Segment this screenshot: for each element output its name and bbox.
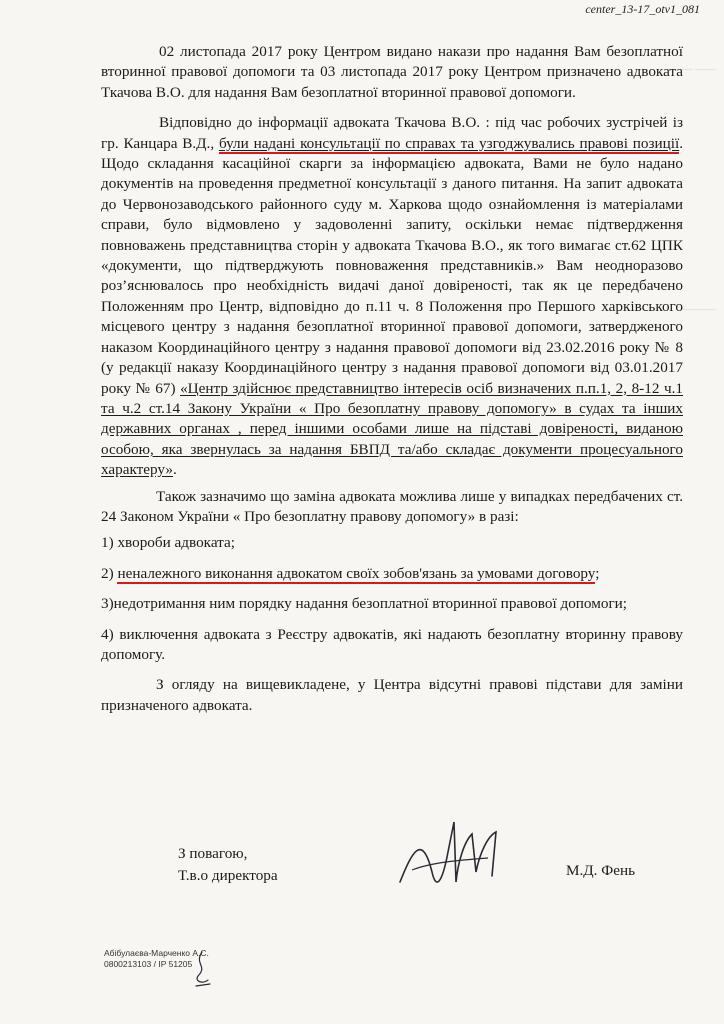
condition-item-3: 3)недотримання ним порядку надання безоплатної вторинної правової допомоги;: [101, 595, 628, 613]
closing-block: [178, 843, 278, 887]
bleed-through-mark: ▁▁▁▁ ▁▁▁: [665, 60, 716, 70]
condition-item-1: 1) хвороби адвоката;: [101, 534, 235, 552]
condition-item-4: 4) виключення адвоката з Реєстру адвокатів, які надають безоплатну вторинну правову допомогу.: [101, 625, 683, 663]
director-signature: [392, 812, 512, 902]
red-highlight-consultations: були надані консультації по справах та узгоджувались правові позиції: [218, 134, 680, 152]
paragraph-lawyer-info-start: Відповідно до інформації адвоката Ткачова В.О. : під час робочих зустрічей із гр. Канцара В.Д.,: [101, 114, 683, 152]
letter-body: [101, 42, 683, 716]
paragraph-lawyer-info-end: .: [173, 461, 177, 479]
closing-position: Т.в.о директора: [178, 867, 278, 884]
closing-salutation: З повагою,: [178, 845, 248, 862]
red-highlight-obligations: неналежного виконання адвокатом своїх зобов'язань за умовами договору: [117, 564, 596, 582]
footer-executor-phone: 0800213103 / IP 51205: [104, 959, 193, 969]
footer-executor-name: Абібулаєва-Марченко А.С.: [104, 948, 209, 958]
file-identifier: center_13-17_otv1_081: [585, 2, 700, 16]
paragraph-lawyer-info-middle: . Щодо складання касаційної скарги за інформацією адвоката, Вами не було надано документів на проведення предметної консультації з даного питання. На запит адвоката до Червонозаводського районного суду м. Харкова щодо ознайомлення із матеріалами справи, було відмовлено у задоволенні запиту, оскільки немає підтвердження повноважень представництва сторін у адвоката Ткачова В.О., як того вимагає ст.62 ЦПК «документи, що підтверджують повноваження представників.» Вам неодноразово роз’яснювалось про необхідність видачі даної довіреності, так як це передбачено Положенням про Центр, відповідно до п.11 ч. 8 Положення про Першого харківського місцевого центру з надання безоплатної вторинної правової допомоги, затвердженого наказом Координаційного центру з надання правової допомоги від 23.02.2016 року № 8 (у редакції наказу Координаційного центру з надання правової допомоги від 03.01.2017 року № 67): [101, 134, 683, 397]
condition-item-2: [101, 564, 683, 584]
condition-item-2-suffix: ;: [595, 564, 600, 582]
condition-item-2-prefix: 2): [101, 564, 118, 582]
paragraph-replacement-conditions: Також зазначимо що заміна адвоката можлива лише у випадках передбачених ст. 24 Законом України « Про безоплатну правову допомогу» в разі:: [101, 487, 683, 525]
signer-name: М.Д. Фень: [566, 862, 636, 879]
executor-initials-mark: [190, 950, 214, 990]
bleed-through-mark: ▁▁▁▁▁: [681, 300, 716, 310]
underlined-quote-representation: «Центр здійснює представництво інтересів осіб визначених п.п.1, 2, 8-12 ч.1 та ч.2 ст.14 Закону України « Про безоплатну правову допомогу» в судах та інших державних органах , перед іншими особами лише на підставі довіреності, виданою особою, яка звернулась за надання БВПД та/або складає документи процесуального характеру»: [101, 379, 683, 479]
conditions-list: [101, 533, 683, 665]
paragraph-orders: 02 листопада 2017 року Центром видано накази про надання Вам безоплатної вторинної правової допомоги та 03 листопада 2017 року Центром призначено адвоката Ткачова В.О. для надання Вам безоплатної вторинної правової допомоги.: [101, 43, 683, 101]
paragraph-lawyer-info: [101, 113, 683, 480]
paragraph-conclusion: З огляду на вищевикладене, у Центра відсутні правові підстави для заміни призначеного адвоката.: [101, 676, 683, 714]
